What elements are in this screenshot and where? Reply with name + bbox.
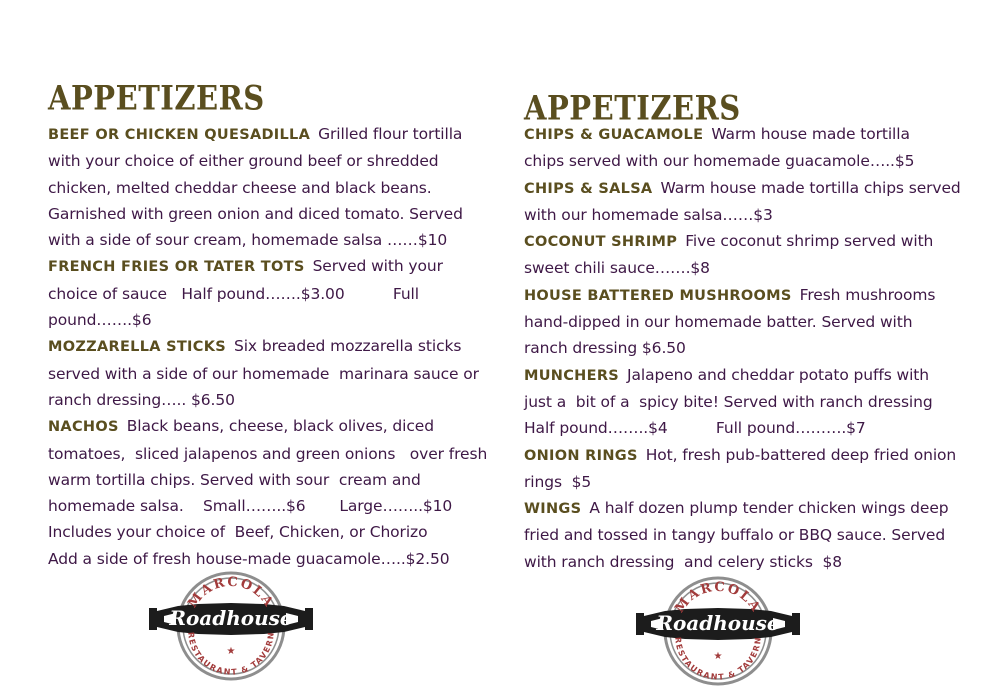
menu-item-description-line: Warm house made tortilla chips served [660, 178, 961, 197]
menu-item-name: HOUSE BATTERED MUSHROOMS [524, 287, 792, 304]
menu-item-description-line: with a side of sour cream, homemade salsa ……$10 [48, 231, 448, 250]
menu-item [524, 228, 984, 282]
menu-item-description-line: Served with your [312, 257, 443, 276]
star-icon: ★ [226, 646, 236, 657]
menu-item-description-line: Half pound……..$4 Full pound……….$7 [524, 419, 866, 438]
menu-item [524, 442, 984, 496]
roadhouse-logo [633, 575, 803, 687]
menu-item-name: CHIPS & SALSA [524, 180, 653, 197]
menu-item-description-line: Jalapeno and cheddar potato puffs with [627, 365, 930, 384]
menu-item-name: MUNCHERS [524, 367, 620, 384]
menu-item-description-line: chips served with our homemade guacamole…..$5 [524, 152, 915, 171]
menu-item-description-line: Grilled flour tortilla [318, 125, 463, 143]
menu-item [524, 121, 984, 175]
logo-graphic [146, 570, 316, 682]
roadhouse-logo [146, 570, 316, 682]
logo-top-text: MARCOLA [672, 579, 764, 616]
menu-item [524, 282, 984, 362]
menu-item-description-line: warm tortilla chips. Served with sour cream and [48, 470, 421, 489]
menu-item-description-line: just a bit of a spicy bite! Served with ranch dressing [524, 392, 933, 411]
menu-item [48, 333, 508, 413]
menu-item-description-line: rings $5 [524, 472, 592, 491]
menu-item-description-line: Warm house made tortilla [711, 125, 910, 143]
menu-item-description-line: with your choice of either ground beef or shredded [48, 152, 439, 171]
menu-item-description-line: pound…….$6 [48, 311, 152, 330]
menu-item-description-line: homemade salsa. Small……..$6 Large……..$10 [48, 497, 453, 516]
menu-item-description-line: Includes your choice of Beef, Chicken, or Chorizo [48, 523, 428, 542]
logo-graphic [633, 575, 803, 687]
menu-item-name: CHIPS & GUACAMOLE [524, 127, 704, 143]
menu-item-description-line: sweet chili sauce…….$8 [524, 259, 710, 278]
menu-item-description-line: with ranch dressing and celery sticks $8 [524, 552, 843, 571]
star-icon: ★ [713, 651, 723, 662]
menu-item [48, 121, 508, 253]
menu-item-description-line: Five coconut shrimp served with [685, 232, 934, 251]
menu-item-description-line: Garnished with green onion and diced tomato. Served [48, 204, 463, 223]
menu-item-description-line: fried and tossed in tangy buffalo or BBQ sauce. Served [524, 526, 946, 545]
menu-item-description-line: choice of sauce Half pound…….$3.00 Full [48, 284, 419, 303]
menu-item-description-line: hand-dipped in our homemade batter. Served with [524, 313, 913, 332]
menu-item-name: FRENCH FRIES OR TATER TOTS [48, 259, 305, 276]
menu-item-description-line: tomatoes, sliced jalapenos and green onions over fresh [48, 444, 488, 463]
logo-banner-text: Roadhouse [169, 606, 293, 630]
menu-item-description-line: ranch dressing $6.50 [524, 339, 686, 358]
menu-item-description-line: with our homemade salsa……$3 [524, 205, 773, 224]
menu-item-name: NACHOS [48, 419, 119, 436]
menu-item-name: MOZZARELLA STICKS [48, 339, 226, 356]
menu-item [524, 495, 984, 575]
logo-top-text: MARCOLA [185, 574, 277, 611]
menu-item-description-line: ranch dressing….. $6.50 [48, 390, 235, 409]
section-heading: APPETIZERS [524, 88, 741, 128]
menu-item-name: ONION RINGS [524, 447, 638, 464]
menu-item-description-line: served with a side of our homemade marinara sauce or [48, 364, 479, 383]
logo-bottom-text: RESTAURANT & TAVERN [186, 631, 276, 677]
menu-item-description-line: chicken, melted cheddar cheese and black beans. [48, 178, 432, 197]
menu-items [48, 121, 508, 572]
logo-bottom-text: RESTAURANT & TAVERN [673, 636, 763, 682]
menu-item [524, 362, 984, 442]
section-heading: APPETIZERS [48, 78, 265, 118]
menu-item-description-line: Six breaded mozzarella sticks [233, 337, 462, 356]
menu-item [48, 253, 508, 333]
menu-item-name: WINGS [524, 501, 582, 518]
menu-item [524, 175, 984, 229]
menu-item-name: COCONUT SHRIMP [524, 234, 678, 251]
menu-item-description-line: Hot, fresh pub-battered deep fried onion [645, 445, 957, 464]
menu-item-description-line: A half dozen plump tender chicken wings deep [589, 499, 949, 518]
menu-item-description-line: Black beans, cheese, black olives, diced [126, 417, 434, 436]
logo-banner-text: Roadhouse [656, 611, 780, 635]
menu-item-description-line: Fresh mushrooms [799, 285, 936, 304]
menu-item-description-line: Add a side of fresh house-made guacamole…..$2.50 [48, 549, 450, 568]
menu-items [524, 121, 984, 575]
menu-item [48, 413, 508, 572]
menu-item-name: BEEF OR CHICKEN QUESADILLA [48, 127, 311, 143]
